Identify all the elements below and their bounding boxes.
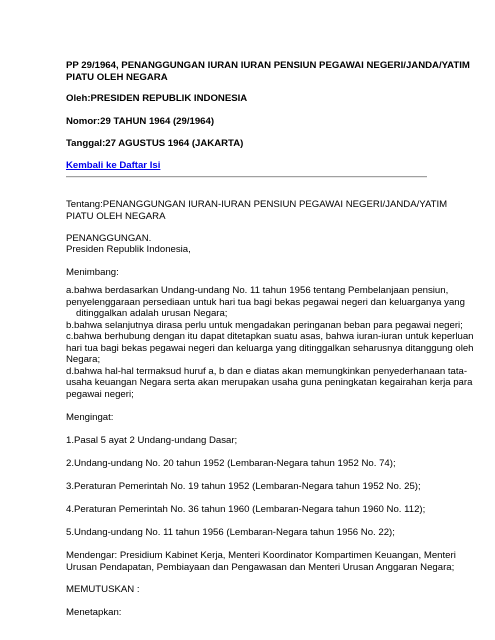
- heading-penanggungan: PENANGGUNGAN.: [66, 233, 152, 244]
- president-line: Presiden Republik Indonesia,: [66, 244, 191, 255]
- menimbang-line: ditinggalkan adalah urusan Negara;: [76, 308, 228, 319]
- memutuskan-label: MEMUTUSKAN :: [66, 584, 140, 595]
- issuer: Oleh:PRESIDEN REPUBLIK INDONESIA: [66, 93, 248, 104]
- subject: [66, 199, 466, 222]
- menimbang-line: Negara;: [66, 354, 101, 365]
- menetapkan-label: Menetapkan:: [66, 607, 122, 618]
- title-line-1: PP 29/1964, PENANGGUNGAN IURAN IURAN PENSIUN PEGAWAI NEGERI/JANDA/YATIM: [66, 60, 470, 71]
- title-line-2: PIATU OLEH NEGARA: [66, 71, 168, 83]
- section-divider: [66, 176, 427, 178]
- menimbang-line: d.bahwa hal-hal termaksud huruf a, b dan e diatas akan memungkinkan penyederhanaan tata-: [66, 365, 468, 377]
- menimbang-line: c.bahwa berhubung dengan itu dapat ditetapkan suatu asas, bahwa iuran-iuran untuk keperluan: [66, 331, 474, 342]
- menimbang-line: pegawai negeri;: [66, 388, 134, 400]
- mengingat-item-1: 1.Pasal 5 ayat 2 Undang-undang Dasar;: [66, 435, 238, 446]
- regulation-date: Tanggal:27 AGUSTUS 1964 (JAKARTA): [66, 138, 244, 149]
- menimbang-line: b.bahwa selanjutnya dirasa perlu untuk mengadakan peringanan beban para pegawai negeri;: [66, 319, 463, 331]
- mengingat-label: Mengingat:: [66, 412, 114, 423]
- mendengar-line-2: Urusan Pendapatan, Pembiayaan dan Pengawasan dan Menteri Urusan Anggaran Negara;: [66, 561, 455, 573]
- subject-line-1: Tentang:PENANGGUNGAN IURAN-IURAN PENSIUN PEGAWAI NEGERI/JANDA/YATIM: [66, 199, 448, 210]
- document-title: [66, 60, 470, 83]
- menimbang-line: penyelenggaraan persediaan untuk hari tua bagi bekas pegawai negeri dan keluarganya yang: [66, 296, 465, 308]
- menimbang-list: [66, 285, 474, 400]
- mendengar-line-1: Mendengar: Presidium Kabinet Kerja, Menteri Koordinator Kompartimen Keuangan, Menteri: [66, 550, 456, 561]
- mengingat-item-4: 4.Peraturan Pemerintah No. 36 tahun 1960 (Lembaran-Negara tahun 1960 No. 112);: [66, 504, 426, 515]
- mengingat-item-2: 2.Undang-undang No. 20 tahun 1952 (Lembaran-Negara tahun 1952 No. 74);: [66, 458, 396, 469]
- mengingat-item-3: 3.Peraturan Pemerintah No. 19 tahun 1952 (Lembaran-Negara tahun 1952 No. 25);: [66, 481, 421, 492]
- menimbang-line: hari tua bagi bekas pegawai negeri dan keluarga yang ditinggalkan seharusnya ditanggung oleh: [66, 342, 474, 354]
- menimbang-line: usaha keuangan Negara serta akan merupakan usaha guna peningkatan kegairahan kerja para: [66, 377, 473, 388]
- regulation-number: Nomor:29 TAHUN 1964 (29/1964): [66, 116, 215, 127]
- mendengar: [66, 550, 466, 573]
- back-to-index-link[interactable]: Kembali ke Daftar Isi: [66, 160, 161, 171]
- menimbang-label: Menimbang:: [66, 267, 119, 278]
- mengingat-item-5: 5.Undang-undang No. 11 tahun 1956 (Lembaran-Negara tahun 1956 No. 22);: [66, 527, 395, 538]
- menimbang-line: a.bahwa berdasarkan Undang-undang No. 11 tahun 1956 tentang Pembelanjaan pensiun,: [66, 285, 449, 296]
- subject-line-2: PIATU OLEH NEGARA: [66, 210, 166, 222]
